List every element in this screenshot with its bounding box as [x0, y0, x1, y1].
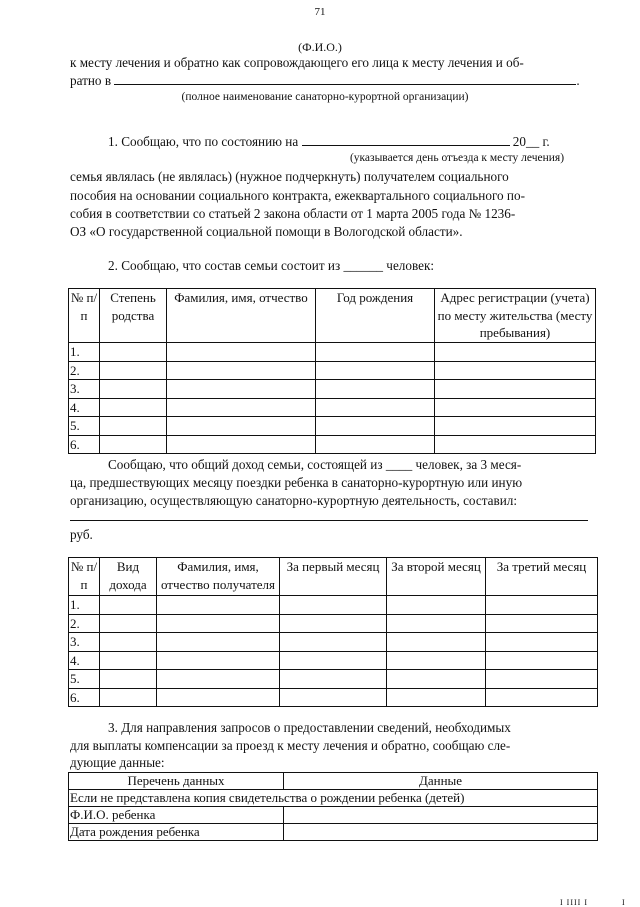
col-data-values: Данные [284, 773, 598, 790]
section3-line-2: для выплаты компенсации за проезд к месту лечения и обратно, сообщаю сле- [70, 738, 511, 753]
col-number: № п/п [69, 289, 100, 343]
section1-body-2: пособия на основании социального контракта, ежеквартального социального по- [70, 188, 525, 203]
row-number: 6. [69, 435, 100, 454]
date-blank[interactable] [302, 133, 510, 146]
col-income-type: Вид дохода [100, 558, 157, 596]
section3-line-1: 3. Для направления запросов о предоставлении сведений, необходимых [108, 720, 511, 735]
section1-body-1: семья являлась (не являлась) (нужное подчеркнуть) получателем социального [70, 169, 509, 184]
table-row [69, 398, 596, 417]
child-name-label: Ф.И.О. ребенка [69, 807, 284, 824]
section1-year: 20__ г. [512, 134, 550, 149]
table-row [69, 651, 598, 670]
intro-line-2 [70, 72, 600, 91]
table-row [69, 824, 598, 841]
income-blank[interactable] [70, 520, 588, 521]
row-number: 5. [69, 417, 100, 436]
row-number: 2. [69, 361, 100, 380]
col-data-list: Перечень данных [69, 773, 284, 790]
organization-caption: (полное наименование санаторно-курортной организации) [181, 91, 469, 103]
income-table [68, 557, 598, 707]
section2-text: 2. Сообщаю, что состав семьи состоит из ______ человек: [108, 258, 435, 273]
row-number: 1. [69, 596, 100, 615]
table-row [69, 688, 598, 707]
intro-line-2-prefix: ратно в [70, 73, 112, 88]
row-number: 4. [69, 398, 100, 417]
col-recipient: Фамилия, имя, отчество получателя [157, 558, 280, 596]
fio-label: (Ф.И.О.) [298, 40, 342, 54]
table-row [69, 596, 598, 615]
table-row [69, 343, 596, 362]
col-month-3: За третий месяц [486, 558, 598, 596]
income-line-3: организацию, осуществляющую санаторно-курортную деятельность, составил: [70, 493, 518, 508]
child-data-table [68, 772, 598, 841]
income-line-1: Сообщаю, что общий доход семьи, состоящей из ____ человек, за 3 меся- [108, 457, 522, 472]
child-name-value[interactable] [284, 807, 598, 824]
table-row [69, 361, 596, 380]
row-number: 6. [69, 688, 100, 707]
table-row [69, 670, 598, 689]
table-row [69, 614, 598, 633]
page-number: 71 [314, 6, 326, 18]
table-row [69, 807, 598, 824]
rub-label: руб. [70, 527, 93, 542]
table-row [69, 380, 596, 399]
table-row [69, 435, 596, 454]
row-number: 3. [69, 380, 100, 399]
row-number: 3. [69, 633, 100, 652]
child-birthdate-label: Дата рождения ребенка [69, 824, 284, 841]
col-name: Фамилия, имя, отчество [167, 289, 316, 343]
col-address: Адрес регистрации (учета) по месту жительства (месту пребывания) [435, 289, 596, 343]
organization-blank[interactable] [114, 72, 576, 85]
section1-prefix: 1. Сообщаю, что по состоянию на [108, 134, 299, 149]
footer-mark: I IIII I [560, 898, 588, 907]
row-number: 1. [69, 343, 100, 362]
child-birthdate-value[interactable] [284, 824, 598, 841]
income-line-2: ца, предшествующих месяцу поездки ребенка в санаторно-курортную или иную [70, 475, 523, 490]
date-caption: (указывается день отъезда к месту лечения) [349, 152, 565, 164]
section1-body-3: собия в соответствии со статьей 2 закона области от 1 марта 2005 года № 1236- [70, 206, 516, 221]
col-month-1: За первый месяц [280, 558, 387, 596]
footer-mark-2: I [622, 898, 625, 907]
intro-line-2-suffix: . [576, 73, 580, 88]
row-number: 2. [69, 614, 100, 633]
section3-line-3: дующие данные: [70, 755, 165, 770]
row-number: 4. [69, 651, 100, 670]
section1-body-4: ОЗ «О государственной социальной помощи в Вологодской области». [70, 224, 463, 239]
col-birth-year: Год рождения [316, 289, 435, 343]
col-number: № п/п [69, 558, 100, 596]
intro-line-1: к месту лечения и обратно как сопровождающего его лица к месту лечения и об- [70, 55, 524, 70]
col-relation: Степень родства [100, 289, 167, 343]
table-row [69, 417, 596, 436]
span-row: Если не представлена копия свидетельства о рождении ребенка (детей) [69, 790, 598, 807]
table-row [69, 633, 598, 652]
row-number: 5. [69, 670, 100, 689]
section1-line [70, 133, 600, 152]
col-month-2: За второй месяц [387, 558, 486, 596]
family-table [68, 288, 596, 454]
